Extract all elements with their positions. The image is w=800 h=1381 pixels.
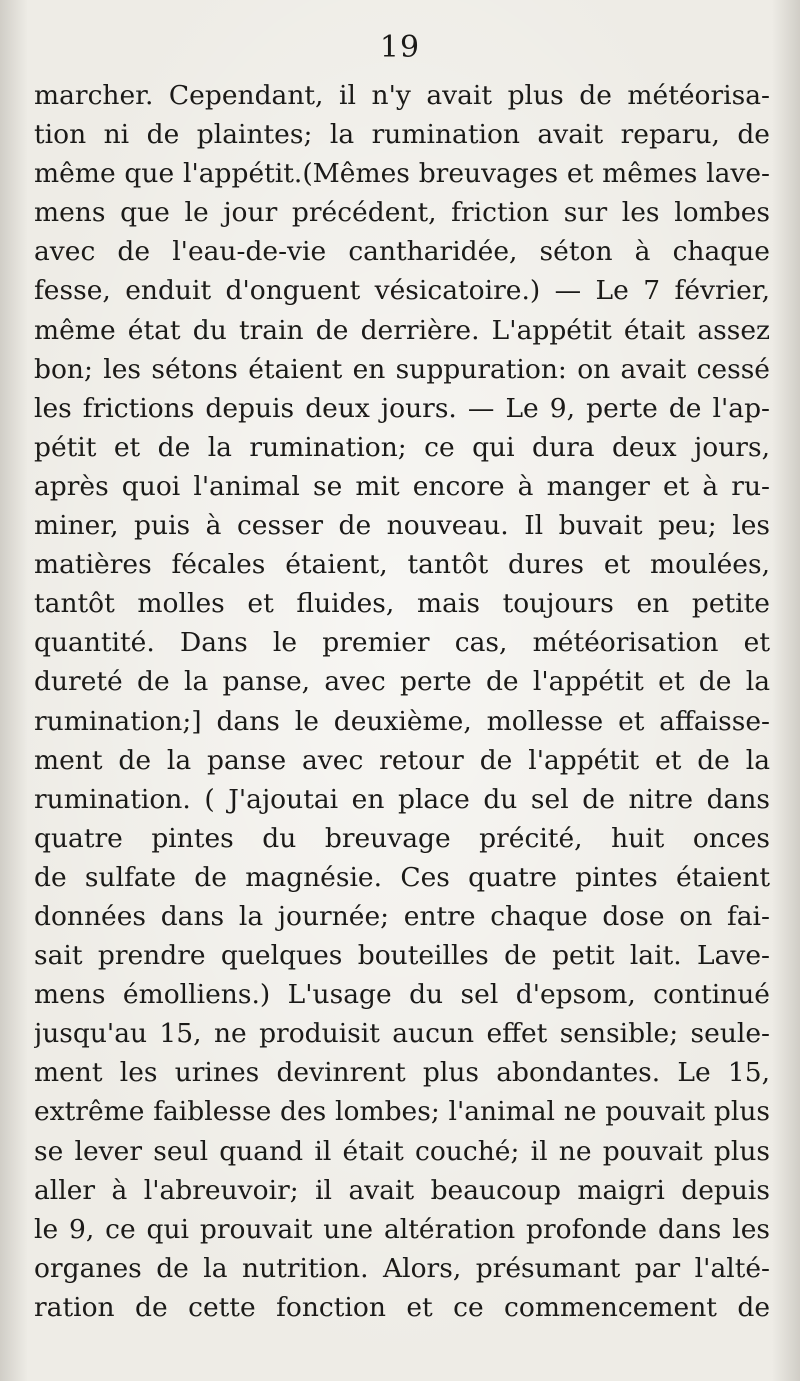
text-line: se lever seul quand il était couché; il ne pouvait plus [34,1135,770,1167]
text-line: mens émolliens.) L'usage du sel d'epsom, continué [34,979,770,1011]
text-line: extrême faiblesse des lombes; l'animal ne pouvait plus [34,1096,770,1128]
right-page-edge [772,0,800,1381]
text-line: avec de l'eau-de-vie cantharidée, séton à chaque [34,236,770,268]
text-line: matières fécales étaient, tantôt dures et moulées, [34,549,770,581]
text-line: ment de la panse avec retour de l'appétit et de la [34,744,770,776]
text-line: tion ni de plaintes; la rumination avait reparu, de [34,119,770,151]
text-line: ration de cette fonction et ce commencement de [34,1291,770,1323]
text-line: jusqu'au 15, ne produisit aucun effet sensible; seule- [34,1018,770,1050]
text-line: tantôt molles et fluides, mais toujours en petite [34,588,770,620]
text-line: après quoi l'animal se mit encore à manger et à ru- [34,470,770,502]
text-line: même que l'appétit.(Mêmes breuvages et mêmes lave- [34,158,770,190]
text-line: mens que le jour précédent, friction sur les lombes [34,197,770,229]
text-line: le 9, ce qui prouvait une altération profonde dans les [34,1213,770,1245]
text-line: même état du train de derrière. L'appétit était assez [34,314,770,346]
text-line: quantité. Dans le premier cas, météorisation et [34,627,770,659]
text-line: marcher. Cependant, il n'y avait plus de météorisa- [34,80,770,111]
text-line: de sulfate de magnésie. Ces quatre pintes étaient [34,861,770,893]
text-line: bon; les sétons étaient en suppuration: on avait cessé [34,353,770,385]
text-line: aller à l'abreuvoir; il avait beaucoup maigri depuis [34,1174,770,1206]
text-line: fesse, enduit d'onguent vésicatoire.) — Le 7 février, [34,275,770,307]
text-line: sait prendre quelques bouteilles de petit lait. Lave- [34,940,770,972]
text-line: ment les urines devinrent plus abondantes. Le 15, [34,1057,770,1089]
left-page-edge [0,0,28,1381]
page-number: 19 [379,30,421,65]
text-line: dureté de la panse, avec perte de l'appétit et de la [34,666,770,698]
text-line: quatre pintes du breuvage précité, huit onces [34,822,770,854]
text-line: organes de la nutrition. Alors, présumant par l'alté- [34,1252,770,1284]
text-line: rumination;] dans le deuxième, mollesse et affaisse- [34,705,770,737]
text-line: pétit et de la rumination; ce qui dura deux jours, [34,431,770,463]
text-line: rumination. ( J'ajoutai en place du sel de nitre dans [34,783,770,815]
body-text [34,76,770,1327]
text-line: les frictions depuis deux jours. — Le 9, perte de l'ap- [34,392,770,424]
text-line: miner, puis à cesser de nouveau. Il buvait peu; les [34,510,770,542]
text-line: données dans la journée; entre chaque dose on fai- [34,900,770,932]
